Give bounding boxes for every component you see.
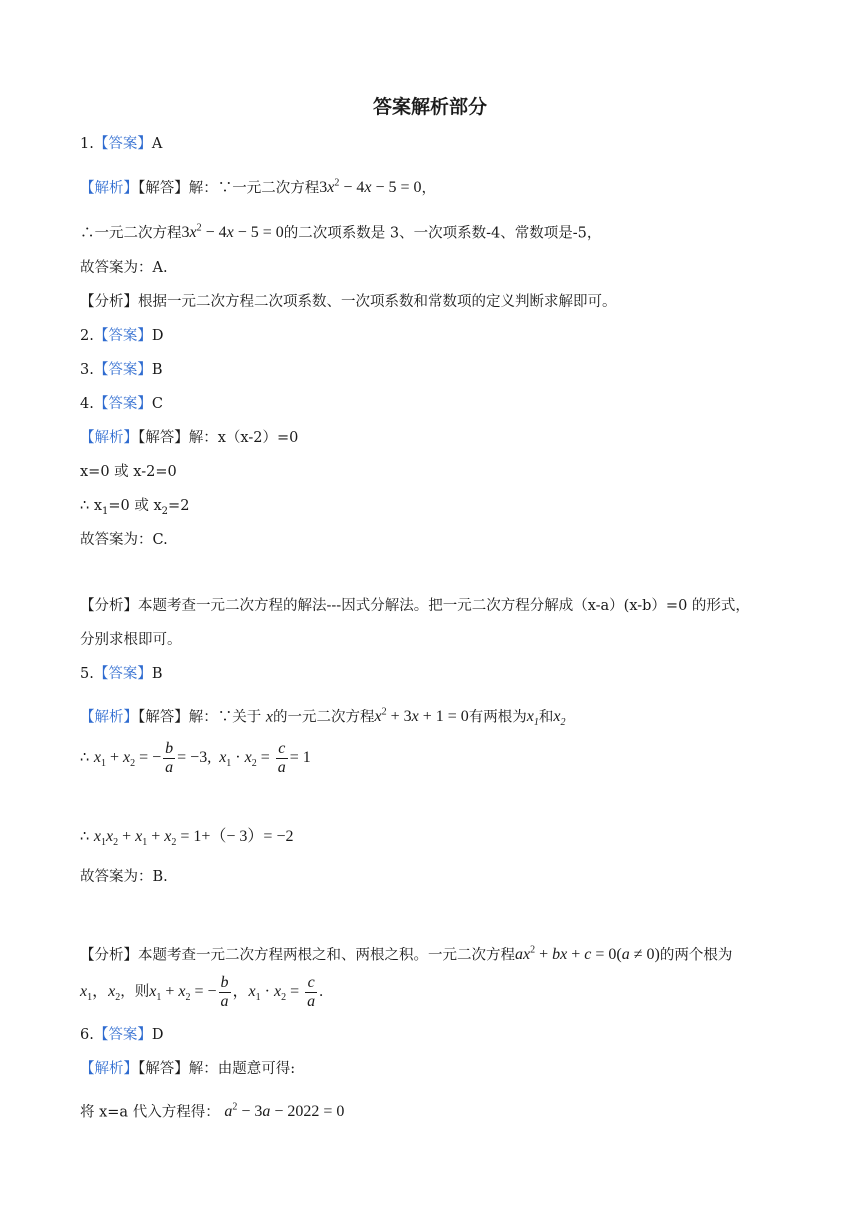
q1-coefficients-line: [80, 219, 601, 243]
q5-vieta-line: [80, 738, 311, 784]
q3-number: 3.: [80, 362, 94, 378]
solution-tag: 【解答】: [138, 180, 189, 197]
solution-tag: 【解答】: [138, 1061, 189, 1077]
fenxi-tag: 【分析】: [80, 947, 138, 964]
q5-text: 的一元二次方程: [272, 709, 375, 726]
q4-number: 4.: [80, 396, 94, 412]
q6-substitute-line: [80, 1098, 344, 1122]
q4-analysis-line: [80, 596, 750, 616]
answer-tag: 【答案】: [93, 362, 152, 378]
q2-answer: D: [151, 328, 164, 344]
q2-answer-line: [80, 326, 163, 346]
equation: $a^2 - 3a - 2022 = 0$: [224, 1102, 345, 1121]
q5-solution-line: [80, 703, 565, 734]
q1-text: ∴一元二次方程: [80, 225, 182, 242]
q6-text: 将 x=a 代入方程得：: [80, 1104, 220, 1121]
page-title: 答案解析部分: [372, 96, 487, 118]
q3-answer-line: [80, 360, 163, 380]
equation: $x_1x_2 + x_1 + x_2 = 1+(- 3)= -2$: [93, 828, 294, 849]
q5-text: 解：∵关于: [188, 709, 262, 726]
solution-tag: 【解答】: [138, 430, 189, 446]
equation: $x^2 + 3x + 1 = 0$: [374, 707, 469, 726]
fenxi-tag: 【分析】: [80, 598, 138, 614]
q5-answer: B: [151, 666, 163, 682]
q5-text: 和: [538, 709, 554, 726]
q6-answer: D: [151, 1027, 164, 1043]
answer-tag: 【答案】: [93, 666, 152, 682]
analysis-tag: 【解析】: [80, 180, 138, 197]
q5-text: ∴: [80, 750, 90, 766]
q5-number: 5.: [80, 666, 94, 682]
q4-text: ∴ x: [80, 498, 103, 514]
q4-text: 解：x（x-2）=0: [188, 430, 299, 446]
equation: $x_1 + x_2$ = − $\frac{b}{a}$ = −3, $x_1 \cdot x_2$ = $\frac{c}{a}$ = 1: [93, 739, 311, 776]
q5-text: 有两根为: [468, 709, 527, 726]
subscript: 2: [161, 505, 169, 517]
q1-answer: A: [151, 136, 163, 152]
equation: $3x^2 - 4x - 5 = 0$: [319, 178, 422, 197]
q6-answer-line: [80, 1025, 163, 1045]
math-x2: $x_2$: [553, 708, 566, 729]
q2-number: 2.: [80, 328, 94, 344]
math-x1: $x_1$: [526, 708, 539, 729]
q5-analysis: 的两个根为: [659, 947, 733, 964]
solution-tag: 【解答】: [138, 709, 189, 726]
q4-conclusion: 故答案为：C.: [80, 532, 168, 548]
q4-solution-line: [80, 428, 298, 448]
q1-text: 解：∵一元二次方程: [188, 180, 320, 197]
q5-answer-line: [80, 664, 163, 684]
answer-tag: 【答案】: [93, 136, 152, 152]
analysis-tag: 【解析】: [80, 430, 138, 446]
equation: $x_1$，$x_2$: [80, 983, 121, 1004]
q5-conclusion: 故答案为：B.: [80, 869, 168, 885]
q6-text: 解：由题意可得:: [188, 1061, 296, 1077]
q1-text: ，: [421, 180, 437, 197]
equation: $3x^2 - 4x - 5 = 0$: [181, 223, 284, 242]
q1-analysis-line: [80, 292, 617, 312]
q1-analysis: 根据一元二次方程二次项系数、一次项系数和常数项的定义判断求解即可。: [138, 294, 617, 310]
q5-analysis-line: [80, 941, 732, 965]
q5-analysis: 本题考查一元二次方程两根之和、两根之积。一元二次方程: [138, 947, 515, 964]
q1-text: 的二次项系数是 3、一次项系数-4、常数项是-5，: [283, 225, 602, 242]
q1-solution-line: [80, 174, 436, 198]
equation: $x_1 + x_2$ = − $\frac{b}{a}$ ，$x_1 \cdot x_2$ = $\frac{c}{a}$ .: [149, 973, 324, 1010]
q4-text: =0 或 x: [108, 498, 162, 514]
q4-answer: C: [151, 396, 163, 412]
answer-tag: 【答案】: [93, 328, 152, 344]
q4-text: =2: [168, 498, 190, 514]
q1-number: 1.: [80, 136, 94, 152]
q5-compute-line: [80, 827, 293, 853]
q4-answer-line: [80, 394, 163, 414]
q1-answer-line: [80, 134, 162, 154]
q1-conclusion: 故答案为：A.: [80, 260, 168, 276]
equation: $ax^2$ + bx + c = 0(a ≠ 0): [515, 945, 660, 964]
q5-analysis-formula: [80, 972, 323, 1018]
q6-solution-line: [80, 1059, 295, 1079]
q6-number: 6.: [80, 1027, 94, 1043]
q5-analysis: ，则: [120, 984, 150, 1000]
math-x: x: [265, 708, 273, 726]
q5-text: ∴: [80, 829, 90, 845]
q4-analysis-cont: 分别求根即可。: [80, 632, 182, 648]
analysis-tag: 【解析】: [80, 1061, 138, 1077]
q4-analysis: 本题考查一元二次方程的解法---因式分解法。把一元二次方程分解成（x-a）(x-b）=0 的形式，: [138, 598, 750, 614]
q3-answer: B: [151, 362, 163, 378]
answer-tag: 【答案】: [93, 396, 152, 412]
answer-tag: 【答案】: [93, 1027, 152, 1043]
q4-step: x=0 或 x-2=0: [80, 464, 177, 480]
analysis-tag: 【解析】: [80, 709, 138, 726]
fenxi-tag: 【分析】: [80, 294, 138, 310]
subscript: 1: [102, 505, 109, 517]
q4-roots: [80, 496, 189, 522]
